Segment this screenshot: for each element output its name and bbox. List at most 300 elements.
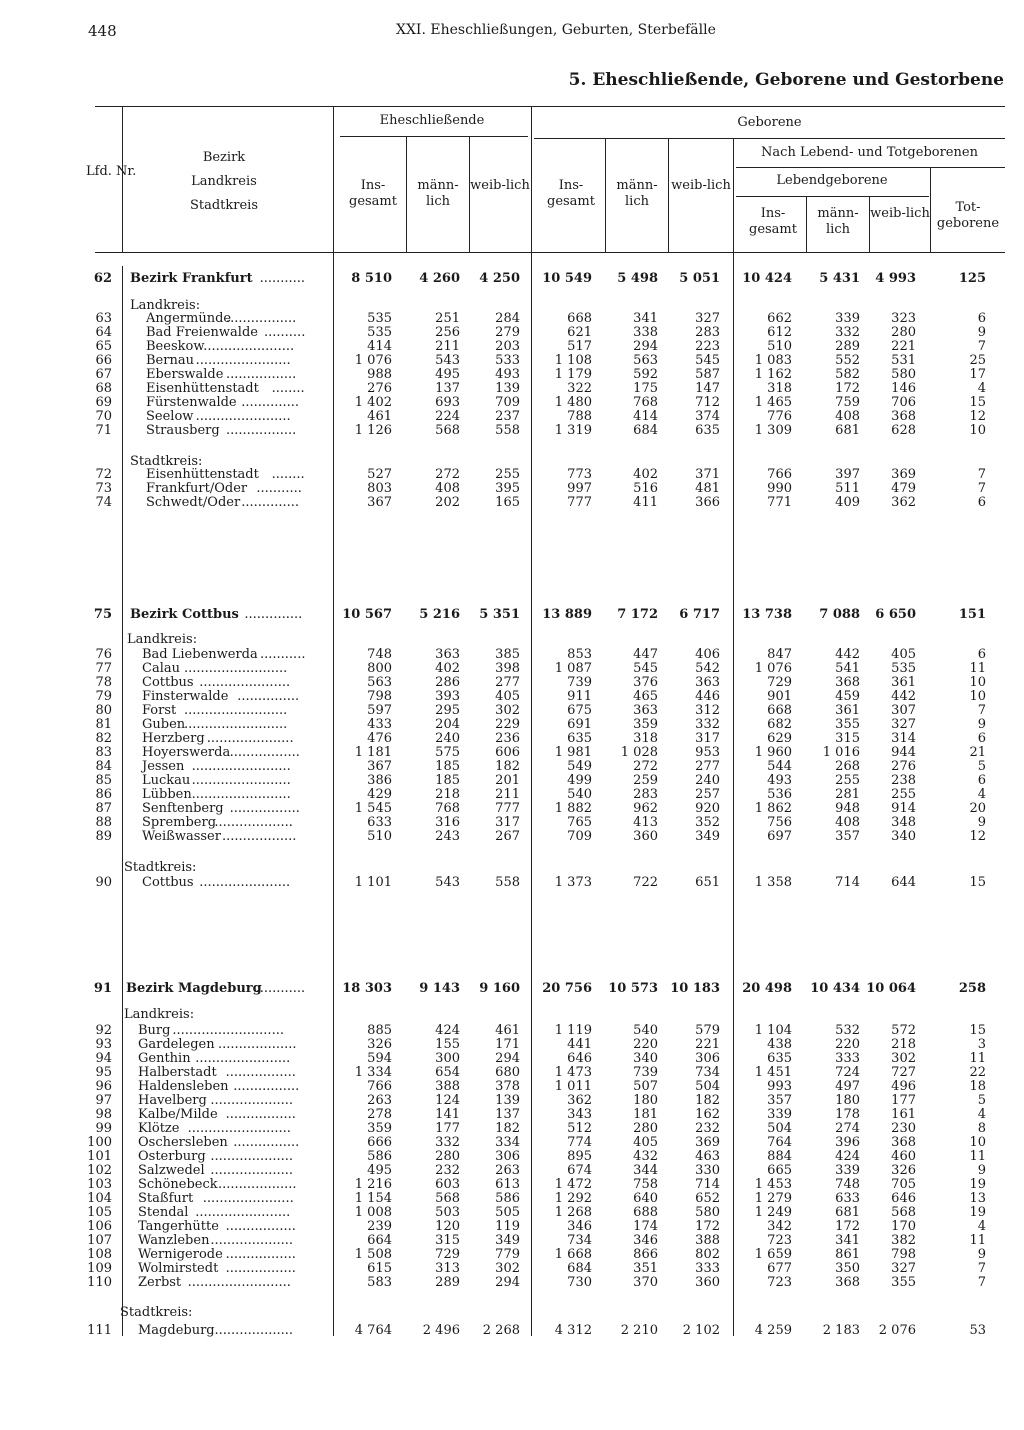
table-row [0,1108,1024,1122]
cell-value: 1 373 [554,875,592,890]
cell-value: 568 [435,423,460,438]
table-row [0,816,1024,830]
cell-value: 237 [495,409,520,424]
cell-value: 185 [435,759,460,774]
col-divider [469,136,470,252]
leader-dots: ......................... [184,661,288,676]
row-name: Stendal [138,1205,189,1220]
row-name: Bad Freienwalde [146,325,258,340]
cell-value: 170 [891,1219,916,1234]
cell-value: 302 [495,1261,520,1276]
leader-dots: ........ [271,381,305,396]
cell-value: 322 [567,381,592,396]
header-ehe-maennlich: männ-lich [417,178,459,209]
cell-value: 15 [969,1023,986,1038]
cell-value: 962 [633,801,658,816]
table-row [0,774,1024,788]
cell-value: 1 126 [354,423,392,438]
cell-value: 901 [767,689,792,704]
cell-value: 756 [767,815,792,830]
cell-value: 272 [633,759,658,774]
cell-value: 7 [977,339,986,354]
cell-value: 543 [435,353,460,368]
cell-value: 1 181 [354,745,392,760]
cell-value: 259 [633,773,658,788]
row-number: 76 [95,647,112,662]
cell-value: 141 [435,1107,460,1122]
cell-value: 665 [767,1163,792,1178]
leader-dots: ......................... [184,703,288,718]
cell-value: 352 [695,815,720,830]
leader-dots: ...................... [199,875,291,890]
cell-value: 346 [633,1233,658,1248]
cell-value: 664 [367,1233,392,1248]
cell-value: 988 [367,367,392,382]
cell-value: 563 [367,675,392,690]
row-number: 110 [87,1275,112,1290]
leader-dots: ...................... [203,339,295,354]
row-name: Bernau [146,353,194,368]
cell-value: 388 [695,1233,720,1248]
cell-value: 459 [835,689,860,704]
cell-value: 540 [567,787,592,802]
cell-value: 633 [367,815,392,830]
cell-value: 697 [767,829,792,844]
cell-value: 8 510 [351,271,392,286]
row-name: Osterburg [138,1149,206,1164]
cell-value: 295 [435,703,460,718]
row-number: 83 [95,745,112,760]
cell-value: 408 [835,815,860,830]
cell-value: 568 [435,1191,460,1206]
cell-value: 300 [435,1051,460,1066]
cell-value: 7 [977,1275,986,1290]
cell-value: 267 [495,829,520,844]
table-row [0,788,1024,802]
cell-value: 368 [891,1135,916,1150]
cell-value: 386 [367,773,392,788]
row-name: Magdeburg [138,1323,215,1338]
cell-value: 2 496 [422,1323,460,1338]
cell-value: 511 [835,481,860,496]
cell-value: 1 076 [754,661,792,676]
row-name: Jessen [142,759,185,774]
cell-value: 19 [969,1177,986,1192]
cell-value: 727 [891,1065,916,1080]
table-row [0,1024,1024,1038]
cell-value: 438 [767,1037,792,1052]
row-name: Luckau [142,773,191,788]
row-number: 93 [95,1037,112,1052]
cell-value: 255 [495,467,520,482]
cell-value: 640 [633,1191,658,1206]
cell-value: 360 [633,829,658,844]
cell-value: 294 [495,1275,520,1290]
table-row [0,272,1024,286]
cell-value: 1 119 [554,1023,592,1038]
cell-value: 405 [495,689,520,704]
row-number: 97 [95,1093,112,1108]
header-lebendgeborene: Lebendgeborene [776,173,888,188]
cell-value: 1 279 [754,1191,792,1206]
cell-value: 346 [567,1219,592,1234]
cell-value: 4 764 [354,1323,392,1338]
row-number: 104 [87,1191,112,1206]
cell-value: 861 [835,1247,860,1262]
cell-value: 294 [633,339,658,354]
cell-value: 847 [767,647,792,662]
cell-value: 1 451 [754,1065,792,1080]
cell-value: 4 [977,381,986,396]
leader-dots: ........... [259,271,306,286]
row-number: 68 [95,381,112,396]
cell-value: 363 [695,675,720,690]
cell-value: 532 [835,1023,860,1038]
row-name: Eisenhüttenstadt [146,381,259,396]
table-top-rule [95,106,1005,107]
group-label-landkreis: Landkreis: [130,298,201,313]
cell-value: 272 [435,467,460,482]
cell-value: 256 [435,325,460,340]
table-row [0,676,1024,690]
cell-value: 339 [767,1107,792,1122]
cell-value: 768 [633,395,658,410]
row-number: 78 [95,675,112,690]
leader-dots: ....................... [195,1051,291,1066]
cell-value: 263 [367,1093,392,1108]
cell-value: 1 659 [754,1247,792,1262]
cell-value: 544 [767,759,792,774]
cell-value: 535 [367,311,392,326]
row-number: 72 [95,467,112,482]
row-number: 77 [95,661,112,676]
cell-value: 709 [495,395,520,410]
cell-value: 151 [958,607,986,622]
cell-value: 202 [435,495,460,510]
row-name: Cottbus [142,675,194,690]
cell-value: 369 [695,1135,720,1150]
cell-value: 895 [567,1149,592,1164]
row-name: Wernigerode [138,1247,223,1262]
cell-value: 646 [567,1051,592,1066]
row-name: Zerbst [138,1275,182,1290]
cell-value: 914 [891,801,916,816]
group-label-stadtkreis: Stadtkreis: [120,1305,193,1320]
cell-value: 545 [695,353,720,368]
cell-value: 722 [633,875,658,890]
row-number: 103 [87,1177,112,1192]
leader-dots: ................. [225,1261,296,1276]
table-row [0,1052,1024,1066]
row-name: Guben [142,717,186,732]
cell-value: 314 [891,731,916,746]
cell-value: 402 [435,661,460,676]
cell-value: 255 [891,787,916,802]
row-name: Bezirk Magdeburg [126,981,262,996]
cell-value: 306 [495,1149,520,1164]
row-name: Havelberg [138,1093,207,1108]
cell-value: 255 [835,773,860,788]
leader-dots: ................. [225,1065,296,1080]
cell-value: 666 [367,1135,392,1150]
cell-value: 629 [767,731,792,746]
cell-value: 651 [695,875,720,890]
cell-value: 3 [977,1037,986,1052]
cell-value: 349 [695,829,720,844]
leader-dots: .................. [222,829,297,844]
table-row [0,802,1024,816]
row-number: 90 [95,875,112,890]
cell-value: 312 [695,703,720,718]
header-totgeborene: Tot-geborene [936,200,1000,231]
cell-value: 993 [767,1079,792,1094]
cell-value: 493 [495,367,520,382]
cell-value: 333 [695,1261,720,1276]
leader-dots: ................. [226,311,297,326]
cell-value: 341 [633,311,658,326]
cell-value: 495 [367,1163,392,1178]
cell-value: 397 [835,467,860,482]
cell-value: 355 [891,1275,916,1290]
cell-value: 1 087 [554,661,592,676]
cell-value: 10 183 [670,981,720,996]
header-leb-insgesamt: Ins-gesamt [749,206,797,237]
cell-value: 263 [495,1163,520,1178]
cell-value: 429 [367,787,392,802]
cell-value: 414 [367,339,392,354]
cell-value: 230 [891,1121,916,1136]
row-number: 95 [95,1065,112,1080]
cell-value: 1 108 [554,353,592,368]
cell-value: 512 [567,1121,592,1136]
leader-dots: ........................ [191,787,291,802]
cell-value: 461 [495,1023,520,1038]
cell-value: 587 [695,367,720,382]
leader-dots: ...................... [202,1191,294,1206]
header-geb-maennlich: männ-lich [616,178,658,209]
cell-value: 516 [633,481,658,496]
cell-value: 776 [767,409,792,424]
cell-value: 10 573 [608,981,658,996]
cell-value: 558 [495,423,520,438]
row-name: Frankfurt/Oder [146,481,248,496]
cell-value: 277 [695,759,720,774]
col-divider [869,196,870,252]
cell-value: 280 [633,1121,658,1136]
cell-value: 497 [835,1079,860,1094]
cell-value: 6 [977,773,986,788]
cell-value: 2 183 [822,1323,860,1338]
cell-value: 1 292 [554,1191,592,1206]
cell-value: 920 [695,801,720,816]
cell-value: 579 [695,1023,720,1038]
leader-dots: ........................... [172,1023,284,1038]
cell-value: 9 [977,1163,986,1178]
row-number: 85 [95,773,112,788]
cell-value: 712 [695,395,720,410]
row-number: 92 [95,1023,112,1038]
cell-value: 221 [695,1037,720,1052]
row-name: Eberswalde [146,367,224,382]
leader-dots: ................. [225,1107,296,1122]
cell-value: 709 [567,829,592,844]
group-label-stadtkreis: Stadtkreis: [124,860,197,875]
row-name: Genthin [138,1051,191,1066]
row-number: 62 [93,271,112,286]
cell-value: 5 [977,1093,986,1108]
cell-value: 281 [835,787,860,802]
table-row [0,830,1024,844]
cell-value: 326 [367,1037,392,1052]
cell-value: 137 [495,1107,520,1122]
cell-value: 723 [767,1275,792,1290]
cell-value: 674 [567,1163,592,1178]
cell-value: 1 981 [554,745,592,760]
cell-value: 366 [695,495,720,510]
cell-value: 374 [695,409,720,424]
cell-value: 503 [435,1205,460,1220]
cell-value: 172 [695,1219,720,1234]
cell-value: 11 [969,1233,986,1248]
cell-value: 800 [367,661,392,676]
cell-value: 382 [891,1233,916,1248]
cell-value: 621 [567,325,592,340]
cell-value: 463 [695,1149,720,1164]
cell-value: 635 [695,423,720,438]
cell-value: 240 [435,731,460,746]
cell-value: 10 549 [542,271,592,286]
cell-value: 10 [969,1135,986,1150]
cell-value: 771 [767,495,792,510]
row-name: Hoyerswerda [142,745,231,760]
cell-value: 10 [969,675,986,690]
cell-value: 18 303 [342,981,392,996]
leader-dots: ................. [229,801,300,816]
header-eheschliessende: Eheschließende [379,113,485,128]
cell-value: 162 [695,1107,720,1122]
cell-value: 276 [367,381,392,396]
cell-value: 280 [891,325,916,340]
cell-value: 251 [435,311,460,326]
table-row [0,382,1024,396]
row-number: 111 [87,1323,112,1338]
cell-value: 9 [977,717,986,732]
cell-value: 535 [891,661,916,676]
cell-value: 11 [969,1051,986,1066]
leader-dots: ................... [218,1037,297,1052]
header-geb-insgesamt: Ins-gesamt [547,178,595,209]
row-number: 91 [93,981,112,996]
row-name: Bezirk Frankfurt [130,271,253,286]
row-number: 107 [87,1233,112,1248]
cell-value: 675 [567,703,592,718]
cell-value: 798 [891,1247,916,1262]
cell-value: 286 [435,675,460,690]
cell-value: 476 [367,731,392,746]
row-name: Halberstadt [138,1065,217,1080]
cell-value: 739 [567,675,592,690]
cell-value: 172 [835,1219,860,1234]
cell-value: 12 [969,829,986,844]
cell-value: 1 480 [554,395,592,410]
cell-value: 5 351 [479,607,520,622]
cell-value: 510 [767,339,792,354]
cell-value: 20 [969,801,986,816]
row-number: 88 [95,815,112,830]
cell-value: 413 [633,815,658,830]
cell-value: 327 [695,311,720,326]
cell-value: 361 [891,675,916,690]
row-number: 96 [95,1079,112,1094]
table-row [0,1136,1024,1150]
header-bezirk: Bezirk [202,150,246,165]
leader-dots: ............... [237,689,300,704]
cell-value: 549 [567,759,592,774]
row-number: 64 [95,325,112,340]
table-row [0,1262,1024,1276]
leader-dots: ................ [233,1135,300,1150]
cell-value: 395 [495,481,520,496]
cell-value: 182 [495,1121,520,1136]
cell-value: 654 [435,1065,460,1080]
cell-value: 1 083 [754,353,792,368]
leader-dots: ....................... [195,409,291,424]
cell-value: 332 [435,1135,460,1150]
cell-value: 580 [891,367,916,382]
cell-value: 398 [495,661,520,676]
row-name: Klötze [138,1121,180,1136]
cell-value: 684 [633,423,658,438]
cell-value: 612 [767,325,792,340]
cell-value: 332 [695,717,720,732]
cell-value: 5 431 [819,271,860,286]
row-number: 94 [95,1051,112,1066]
cell-value: 20 756 [542,981,592,996]
cell-value: 527 [367,467,392,482]
cell-value: 773 [567,467,592,482]
row-name: Haldensleben [138,1079,229,1094]
header-geb-weiblich: weib-lich [671,178,731,193]
row-name: Wanzleben [138,1233,210,1248]
cell-value: 461 [367,409,392,424]
cell-value: 221 [891,339,916,354]
cell-value: 1 011 [554,1079,592,1094]
cell-value: 370 [633,1275,658,1290]
cell-value: 481 [695,481,720,496]
leader-dots: ................. [225,1247,296,1262]
cell-value: 359 [367,1121,392,1136]
cell-value: 276 [891,759,916,774]
cell-value: 317 [695,731,720,746]
leader-dots: .................... [210,1233,294,1248]
cell-value: 479 [891,481,916,496]
cell-value: 224 [435,409,460,424]
cell-value: 504 [767,1121,792,1136]
cell-value: 171 [495,1037,520,1052]
row-name: Angermünde [146,311,232,326]
cell-value: 1 882 [554,801,592,816]
cell-value: 688 [633,1205,658,1220]
cell-value: 348 [891,815,916,830]
row-number: 108 [87,1247,112,1262]
cell-value: 182 [495,759,520,774]
cell-value: 9 [977,815,986,830]
cell-value: 239 [367,1219,392,1234]
cell-value: 734 [695,1065,720,1080]
cell-value: 411 [633,495,658,510]
cell-value: 446 [695,689,720,704]
cell-value: 367 [367,759,392,774]
